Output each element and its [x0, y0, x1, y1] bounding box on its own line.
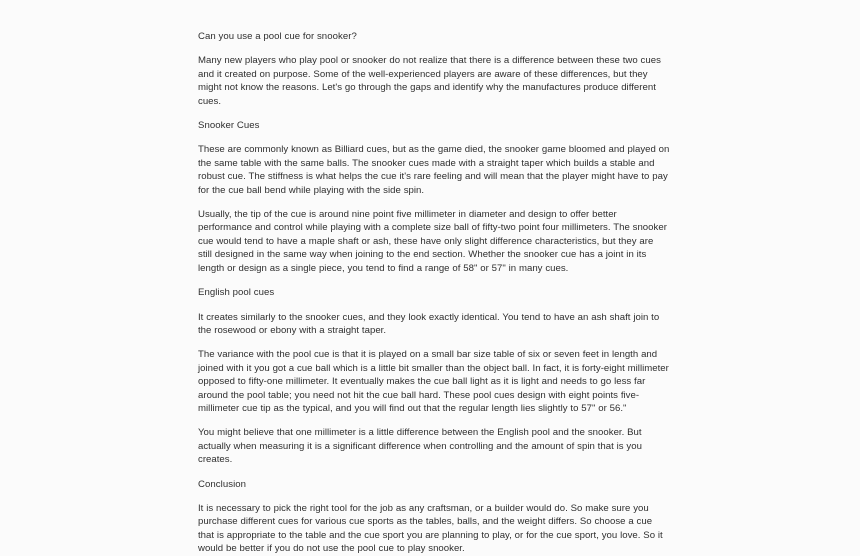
english-pool-cues-paragraph-3: You might believe that one millimeter is a little difference between the English pool and the snooker. But actually when measuring it is a significant difference when controlling and the amount of spin that is you creates.: [198, 427, 642, 466]
english-pool-cues-paragraph-1: It creates similarly to the snooker cues, and they look exactly identical. You tend to have an ash shaft join to the rosewood or ebony with a straight taper.: [198, 311, 660, 336]
section-heading-conclusion: Conclusion: [198, 478, 247, 490]
section-heading-english-pool-cues: English pool cues: [198, 287, 275, 299]
article-body: [198, 30, 670, 556]
section-heading-snooker-cues: Snooker Cues: [198, 120, 260, 132]
conclusion-paragraph: It is necessary to pick the right tool for the job as any craftsman, or a builder would do. So make sure you purchase different cues for various cue sports as the tables, balls, and the weight differs. So choose a cue that is appropriate to the table and the cue sport you are planning to play, or for the cue sport, you love. So it would be better if you do not use the pool cue to play snooker.: [198, 502, 663, 555]
article-title: Can you use a pool cue for snooker?: [198, 31, 357, 42]
english-pool-cues-paragraph-2: The variance with the pool cue is that it is played on a small bar size table of six or seven feet in length and joined with it you got a cue ball which is a little bit smaller than the object ball. In fact, it is forty-eight millimeter opposed to fifty-one millimeter. It eventually makes the cue ball light as it is light and needs to go less far around the pool table; you need not hit the cue ball hard. These pool cues design with eight points five-millimeter cue tip as the typical, and you will find out that the regular length lies slightly to 57" or 56.": [198, 349, 669, 414]
snooker-cues-paragraph-2: Usually, the tip of the cue is around nine point five millimeter in diameter and design to offer better performance and control while playing with a complete size ball of fifty-two point four millimeters. The snooker cue would tend to have a maple shaft or ash, these have only slight difference characteristics, but they are still designed in the same way when joining to the end section. Whether the snooker cue has a joint in its length or design as a single piece, you tend to find a range of 58" or 57" in many cues.: [198, 209, 667, 274]
snooker-cues-paragraph-1: These are commonly known as Billiard cues, but as the game died, the snooker game bloomed and played on the same table with the same balls. The snooker cues made with a straight taper which builds a stable and robust cue. The stiffness is what helps the cue it's rare feeling and will mean that the player might have to pay for the cue ball bend while playing with the side spin.: [198, 144, 670, 196]
intro-paragraph: Many new players who play pool or snooker do not realize that there is a difference between these two cues and it created on purpose. Some of the well-experienced players are aware of these differences, but they might not know the reasons. Let's go through the gaps and identify why the manufactures produce different cues.: [198, 55, 661, 107]
